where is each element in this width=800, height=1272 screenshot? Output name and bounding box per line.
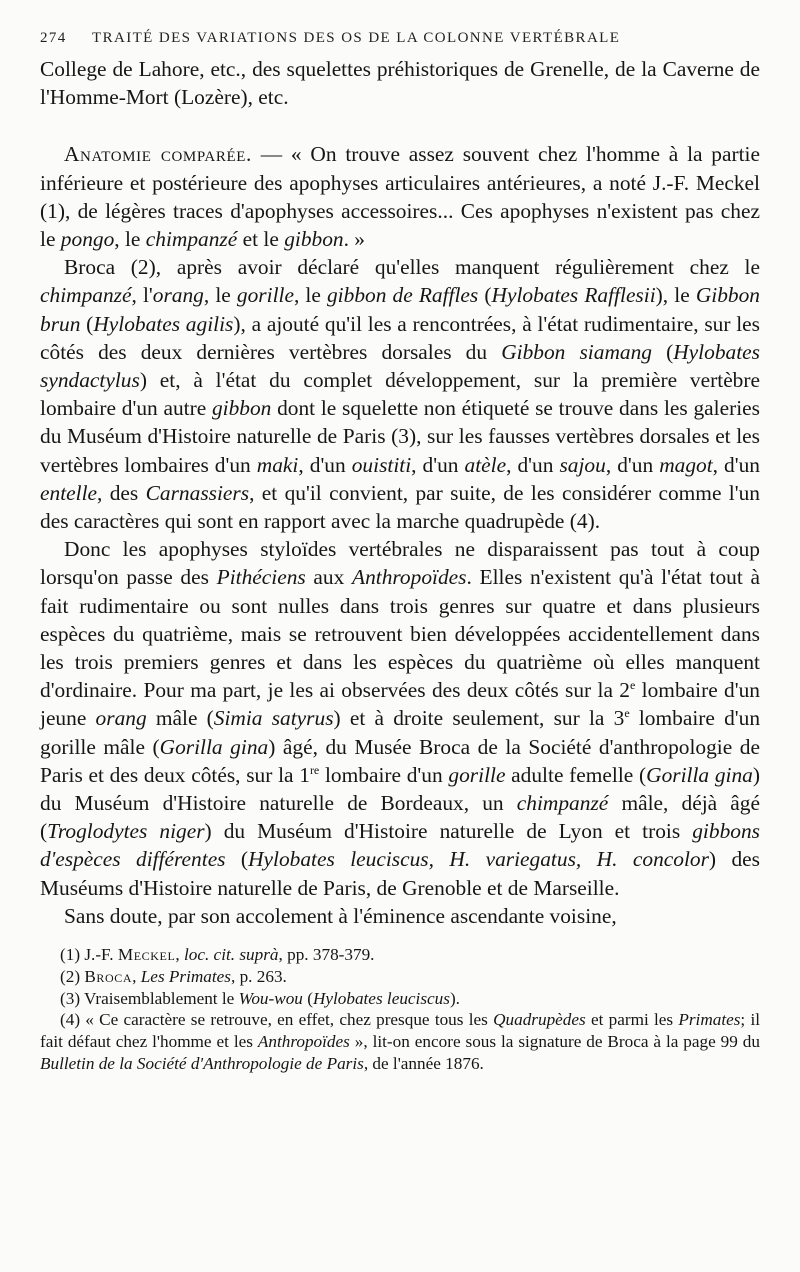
italic-term: Primates xyxy=(678,1010,741,1030)
italic-term: Gibbon brun xyxy=(40,283,760,336)
footnotes xyxy=(40,944,760,1075)
page-number: 274 xyxy=(40,30,67,46)
text-run: , des xyxy=(97,480,146,505)
footnote-4 xyxy=(40,1009,760,1074)
italic-term: Anthropoïdes xyxy=(257,1032,350,1052)
italic-term: Gibbon siamang xyxy=(501,339,652,364)
italic-term: orang xyxy=(152,283,204,308)
italic-term: gibbon xyxy=(284,227,344,252)
text-run: (3) Vraisemblablement le xyxy=(60,988,239,1008)
text-run: Sans doute, par son accolement à l'éminence ascendante voisine, xyxy=(64,903,617,928)
text-run: , le xyxy=(114,227,146,252)
text-run: lombaire d'un jeune xyxy=(40,678,760,731)
paragraph-comparative-anatomy xyxy=(40,140,760,253)
text-run: (1) J.-F. xyxy=(60,945,118,965)
body-text xyxy=(40,55,760,930)
italic-term: chimpanzé xyxy=(145,227,238,252)
footnote-1 xyxy=(40,944,760,966)
text-run: ( xyxy=(651,339,674,364)
footnote-2 xyxy=(40,966,760,988)
paragraph-continuation xyxy=(40,55,760,111)
text-run: , xyxy=(132,966,141,986)
italic-term: maki xyxy=(256,452,299,477)
text-run: , d'un xyxy=(298,452,352,477)
text-run: dont le squelette non étiqueté se trouve dans les galeries du Muséum d'Histoire naturelle de Paris (3), sur les fausses vertèbres dorsales et les vertèbres lombaires d'un xyxy=(40,396,760,477)
italic-term: Hylobates syndactylus xyxy=(40,339,760,393)
author-name: Meckel xyxy=(117,945,176,965)
italic-term: atèle xyxy=(464,452,507,477)
paragraph-broca xyxy=(40,253,760,535)
text-run: ) des Muséums d'Histoire naturelle de Paris, de Grenoble et de Marseille. xyxy=(40,847,760,900)
text-run: ) du Muséum d'Histoire naturelle de Bordeaux, un xyxy=(40,762,761,816)
italic-term: entelle xyxy=(40,480,98,505)
text-run: ) et à droite seulement, sur la 3 xyxy=(333,706,625,731)
italic-term: Hylobates Rafflesii xyxy=(491,283,656,308)
text-run: ), le xyxy=(655,283,696,308)
running-head xyxy=(40,30,760,47)
text-run: College de Lahore, etc., des squelettes préhistoriques de Grenelle, de la Caverne de l'Homme-Mort (Lozère), etc. xyxy=(40,57,760,110)
italic-term: loc. cit. suprà xyxy=(183,945,279,965)
italic-term: Bulletin de la Société d'Anthropologie de Paris xyxy=(40,1054,364,1074)
italic-term: gorille xyxy=(448,762,506,787)
text-run: , et qu'il convient, par suite, de les considérer comme l'un des caractères qui sont en rapport avec la marche quadrupède (4). xyxy=(40,480,760,534)
text-run: ) et, à l'état du complet développement, sur la première vertèbre lombaire d'un autre xyxy=(40,368,760,421)
italic-term: Anthropoïdes xyxy=(352,565,467,590)
italic-term: magot xyxy=(659,452,713,477)
text-run: , l' xyxy=(131,283,153,308)
footnote-spacer xyxy=(40,930,760,944)
text-run: , d'un xyxy=(605,452,660,477)
text-run: ( xyxy=(225,847,249,872)
text-run: , le xyxy=(293,283,327,308)
italic-term: orang xyxy=(95,706,147,731)
author-name: Broca xyxy=(84,966,133,986)
italic-term: gibbon de Raffles xyxy=(326,283,479,308)
text-run: ( xyxy=(302,988,313,1008)
text-run: adulte femelle ( xyxy=(505,762,647,787)
italic-term: gorille xyxy=(236,283,294,308)
ordinal-superscript: re xyxy=(309,762,320,777)
text-run: , le xyxy=(203,283,237,308)
text-run: et parmi les xyxy=(585,1010,679,1030)
text-run: Broca (2), après avoir déclaré qu'elles manquent régulièrement chez le xyxy=(64,255,760,280)
text-run: (4) « Ce caractère se retrouve, en effet, chez presque tous les xyxy=(60,1010,494,1030)
italic-term: Les Primates xyxy=(140,966,231,986)
section-gap xyxy=(40,111,760,140)
ordinal-superscript: e xyxy=(630,678,636,693)
text-run: , pp. 378-379. xyxy=(278,945,375,965)
text-run: lombaire d'un xyxy=(319,762,449,787)
italic-term: ouistiti xyxy=(351,452,412,477)
section-heading: Anatomie comparée. xyxy=(64,142,252,167)
italic-term: Troglodytes niger xyxy=(47,819,205,844)
text-run: ( xyxy=(80,311,94,336)
text-run: , xyxy=(175,945,184,965)
text-run: », lit-on encore sous la signature de Broca à la page 99 du xyxy=(349,1032,760,1052)
italic-term: Pithéciens xyxy=(216,565,306,590)
text-run: , d'un xyxy=(506,452,560,477)
text-run: et le xyxy=(237,227,285,252)
italic-term: Wou-wou xyxy=(238,988,303,1008)
italic-term: Gorilla gina xyxy=(646,762,753,787)
italic-term: sajou xyxy=(559,452,606,477)
text-run: mâle, déjà âgé ( xyxy=(40,791,760,844)
text-run: ; il fait défaut chez l'homme et les xyxy=(40,1010,761,1052)
text-run: . » xyxy=(343,227,365,252)
text-run: ). xyxy=(449,988,460,1008)
italic-term: Hylobates leuciscus, H. variegatus, H. concolor xyxy=(248,847,709,872)
text-run: — « On trouve assez souvent chez l'homme à la partie inférieure et postérieure des apophyses articulaires antérieures, a noté J.-F. Meckel (1), de légères traces d'apophyses accessoires... Ces apophyses n'existent pas chez le xyxy=(40,142,760,252)
text-run: ( xyxy=(478,283,492,308)
text-run: mâle ( xyxy=(146,706,214,731)
text-run: Donc les apophyses styloïdes vertébrales ne disparaissent pas tout à coup lorsqu'on passe des xyxy=(40,537,760,590)
italic-term: Hylobates agilis xyxy=(93,311,234,336)
paragraph-styloid-apophyses xyxy=(40,535,760,902)
text-run: , p. 263. xyxy=(230,966,287,986)
text-run: ), a ajouté qu'il les a rencontrées, à l'état rudimentaire, sur les côtés des deux dernières vertèbres dorsales du xyxy=(40,311,760,364)
running-title: TRAITÉ DES VARIATIONS DES OS DE LA COLONNE VERTÉBRALE xyxy=(92,30,621,46)
ordinal-superscript: e xyxy=(624,706,630,721)
text-run: . Elles n'existent qu'à l'état tout à fait rudimentaire ou sont nulles dans trois genres sur quatre et dans plusieurs espèces du quatrième, mais se retrouvent bien développées accidentellement dans les trois premiers genres et dans les espèces du quatrième où elles manquent d'ordinaire. Pour ma part, je les ai observées des deux côtés sur la 2 xyxy=(40,565,760,703)
text-run: , de l'année 1876. xyxy=(363,1054,484,1074)
italic-term: chimpanzé xyxy=(516,791,609,816)
italic-term: chimpanzé xyxy=(40,283,132,308)
paragraph-sans-doute xyxy=(40,902,760,930)
italic-term: gibbons d'espèces différentes xyxy=(40,819,760,872)
text-run: lombaire d'un gorille mâle ( xyxy=(40,706,761,759)
text-run: aux xyxy=(305,565,352,590)
italic-term: Quadrupèdes xyxy=(493,1010,586,1030)
text-run: (2) xyxy=(60,966,85,986)
text-run: ) âgé, du Musée Broca de la Société d'anthropologie de Paris et des deux côtés, sur la 1 xyxy=(40,734,760,787)
footnote-3 xyxy=(40,988,760,1010)
italic-term: Hylobates leuciscus xyxy=(312,988,450,1008)
text-run: , d'un xyxy=(411,452,465,477)
text-run: , d'un xyxy=(712,452,760,477)
italic-term: Carnassiers xyxy=(145,480,250,505)
italic-term: gibbon xyxy=(211,396,272,421)
text-run: ) du Muséum d'Histoire naturelle de Lyon et trois xyxy=(204,819,693,844)
italic-term: pongo xyxy=(60,227,115,252)
italic-term: Simia satyrus xyxy=(213,706,334,731)
italic-term: Gorilla gina xyxy=(159,734,269,759)
